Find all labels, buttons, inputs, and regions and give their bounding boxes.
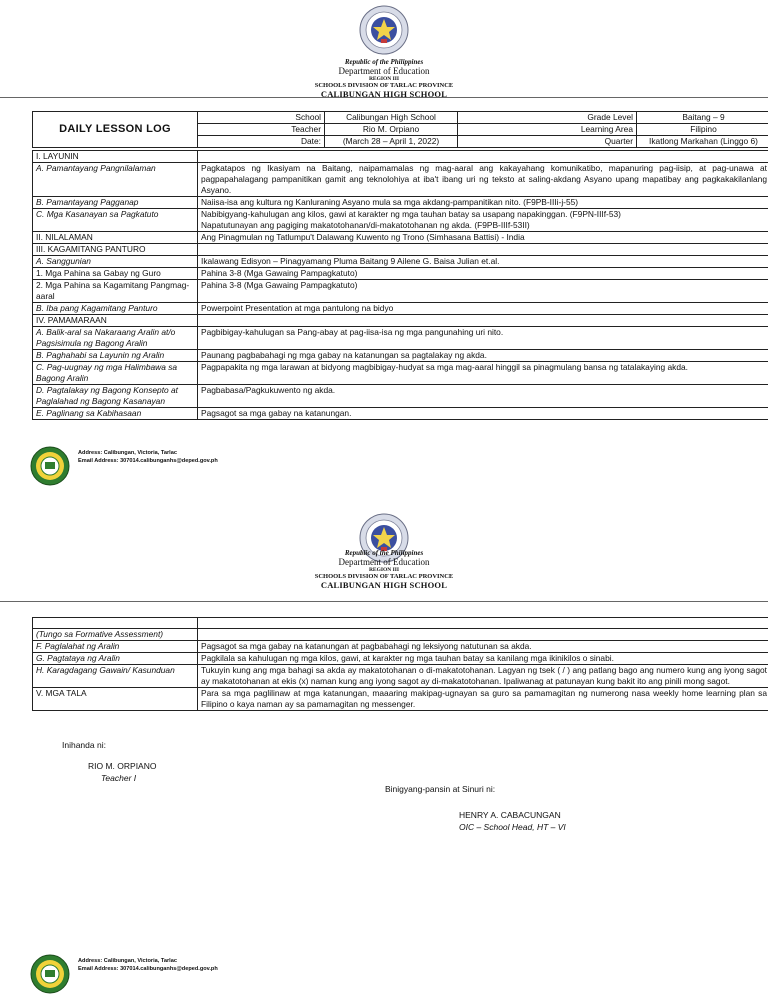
header-school: CALIBUNGAN HIGH SCHOOL [320,89,448,99]
table-row [33,256,768,268]
school-logo-icon [30,954,70,994]
table-row [33,665,768,688]
row-label: 1. Mga Pahina sa Gabay ng Guro [33,268,198,280]
row-value: Pagsagot sa mga gabay na katanungan at pagbabahagi ng leksiyong natutunan sa akda. [198,641,768,653]
row-value: Pagbibigay-kahulugan sa Pang-abay at pag-iisa-isa ng mga pangunahing uri nito. [198,327,768,350]
row-label [33,618,198,629]
table-row [33,232,768,244]
header-republic: Republic of the Philippines [344,549,424,557]
row-value [198,315,768,327]
footer-address: Address: Calibungan, Victoria, Tarlac [78,958,177,964]
teacher-label: Teacher [198,124,325,136]
row-value: Ikalawang Edisyon – Pinagyamang Pluma Baitang 9 Ailene G. Baisa Julian et.al. [198,256,768,268]
table-row [33,688,768,711]
row-label: C. Mga Kasanayan sa Pagkatuto [33,209,198,232]
table-row [33,327,768,350]
school-value: Calibungan High School [325,112,458,124]
row-label: D. Pagtalakay ng Bagong Konsepto at Paglalahad ng Bagong Kasanayan [33,385,198,408]
noted-by-label: Binigyang-pansin at Sinuri ni: [385,784,496,794]
row-label: A. Pamantayang Pangnilalaman [33,163,198,197]
row-value: Pagpapakita ng mga larawan at bidyong magbibigay-hudyat sa mga mag-aaral hinggil sa pinagmulang bansa ng tatalakaying akda. [198,362,768,385]
row-value: Pagkilala sa kahulugan ng mga kilos, gawi, at karakter ng mga tauhan batay sa kanilang mga ikinikilos o sinabi. [198,653,768,665]
row-value: Ang Pinagmulan ng Tatlumpu't Dalawang Kuwento ng Trono (Simhasana Battisi) - India [198,232,768,244]
row-label: (Tungo sa Formative Assessment) [33,629,198,641]
lesson-log-table-continued [32,617,768,711]
document-header [0,549,768,590]
row-label: III. KAGAMITANG PANTURO [33,244,198,256]
table-row [33,385,768,408]
header-department: Department of Education [338,66,430,76]
row-label: II. NILALAMAN [33,232,198,244]
daily-lesson-log-title: DAILY LESSON LOG [33,112,198,148]
row-label: B. Pamantayang Pagganap [33,197,198,209]
header-divider [0,97,768,98]
table-row [33,350,768,362]
date-label: Date: [198,136,325,148]
table-row [33,618,768,629]
header-region: REGION III [368,76,400,82]
row-label: C. Pag-uugnay ng mga Halimbawa sa Bagong Aralin [33,362,198,385]
footer-address: Address: Calibungan, Victoria, Tarlac [78,450,177,456]
row-label: E. Paglinang sa Kabihasaan [33,408,198,420]
teacher-value: Rio M. Orpiano [325,124,458,136]
row-value: Pagsagot sa mga gabay na katanungan. [198,408,768,420]
header-divider [0,601,768,602]
teacher-name: RIO M. ORPIANO [88,761,157,771]
row-value: Tukuyin kung ang mga bahagi sa akda ay makatotohanan o di-makatotohanan. Lagyan ng tsek ( / ) ang patlang bago ang numero kung ang iyong sagot ay makatotohanan at ekis (x) naman kung ang iyong sagot ay di-makatotohanan. Ipaliwanag at patunayan kung bakit ito ang pinili mong sagot. [198,665,768,688]
row-label: H. Karagdagang Gawain/ Kasunduan [33,665,198,688]
table-row [33,362,768,385]
row-value [198,618,768,629]
header-region: REGION III [368,567,400,573]
table-row [33,641,768,653]
header-division: SCHOOLS DIVISION OF TARLAC PROVINCE [314,82,454,89]
row-value: Pahina 3-8 (Mga Gawaing Pampagkatuto) [198,280,768,303]
school-head-title: OIC – School Head, HT – VI [459,822,566,832]
footer-email: Email Address: 307014.calibunganhs@deped.gov.ph [78,966,218,972]
row-label: F. Paglalahat ng Aralin [33,641,198,653]
row-label: 2. Mga Pahina sa Kagamitang Pangmag-aaral [33,280,198,303]
row-label: B. Paghahabi sa Layunin ng Aralin [33,350,198,362]
lesson-log-info-table [32,111,768,148]
row-value: Nabibigyang-kahulugan ang kilos, gawi at karakter ng mga tauhan batay sa usapang napakinggan. (F9PN-IIIf-53) Napatutunayan ang pagiging makatotohanan/di-makatotohanan ng akda. (F9PB-IIIf-53II) [198,209,768,232]
row-label: I. LAYUNIN [33,151,198,163]
learning-area-label: Learning Area [458,124,637,136]
deped-seal-icon [359,5,409,55]
table-row [33,629,768,641]
document-header [0,58,768,99]
teacher-title: Teacher I [101,773,137,783]
row-value: Naiisa-isa ang kultura ng Kanluraning Asyano mula sa mga akdang-pampanitikan nito. (F9PB-IIIi-j-55) [198,197,768,209]
grade-level-label: Grade Level [458,112,637,124]
row-label: A. Sanggunian [33,256,198,268]
footer-email: Email Address: 307014.calibunganhs@deped.gov.ph [78,458,218,464]
row-label: B. Iba pang Kagamitang Panturo [33,303,198,315]
date-value: (March 28 – April 1, 2022) [325,136,458,148]
header-republic: Republic of the Philippines [344,58,424,66]
row-value: Powerpoint Presentation at mga pantulong na bidyo [198,303,768,315]
table-row [33,303,768,315]
quarter-value: Ikatlong Markahan (Linggo 6) [637,136,768,148]
row-value [198,244,768,256]
row-value: Para sa mga paglilinaw at mga katanungan, maaaring makipag-ugnayan sa guro sa pamamagitan ng numerong nasa weekly home learning plan sa Filipino o kaya naman ay sa pamamagitan ng messenger. [198,688,768,711]
school-head-name: HENRY A. CABACUNGAN [459,810,561,820]
table-row [33,280,768,303]
row-value: Paunang pagbabahagi ng mga gabay na katanungan sa pagtalakay ng akda. [198,350,768,362]
table-row [33,151,768,163]
table-row [33,315,768,327]
table-row [33,244,768,256]
row-label: V. MGA TALA [33,688,198,711]
row-label: A. Balik-aral sa Nakaraang Aralin at/o Pagsisimula ng Bagong Aralin [33,327,198,350]
row-label: IV. PAMAMARAAN [33,315,198,327]
row-value: Pagbabasa/Pagkukuwento ng akda. [198,385,768,408]
lesson-log-table [32,150,768,420]
row-value [198,629,768,641]
row-value: Pagkatapos ng Ikasiyam na Baitang, naipamamalas ng mag-aaral ang kakayahang komunikatibo, mapanuring pag-iisip, at pag-unawa at pagpapahalagang pampanitikan gamit ang teknolohiya at iba't ibang uri ng teksto at saling-akdang Asyano upang mapatibay ang pagkakakilanlang Asyano. [198,163,768,197]
row-label: G. Pagtataya ng Aralin [33,653,198,665]
grade-level-value: Baitang – 9 [637,112,768,124]
header-school: CALIBUNGAN HIGH SCHOOL [320,580,448,590]
table-row [33,653,768,665]
row-value [198,151,768,163]
learning-area-value: Filipino [637,124,768,136]
table-row [33,209,768,232]
table-row [33,408,768,420]
table-row [33,197,768,209]
table-row [33,163,768,197]
prepared-by-label: Inihanda ni: [62,740,106,750]
header-department: Department of Education [338,557,430,567]
quarter-label: Quarter [458,136,637,148]
school-logo-icon [30,446,70,486]
school-label: School [198,112,325,124]
table-row [33,268,768,280]
header-division: SCHOOLS DIVISION OF TARLAC PROVINCE [314,573,454,580]
row-value: Pahina 3-8 (Mga Gawaing Pampagkatuto) [198,268,768,280]
